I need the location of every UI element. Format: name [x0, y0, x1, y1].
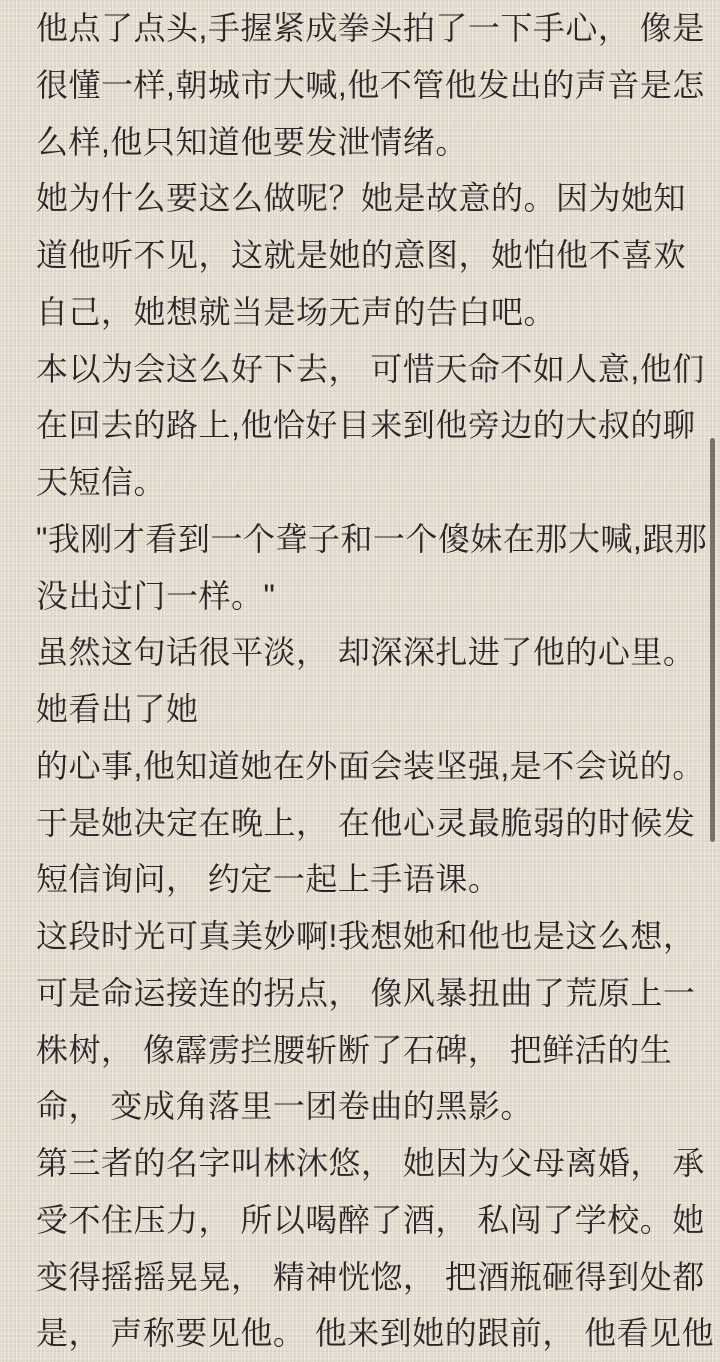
text-line: 没出过门一样。"	[36, 577, 276, 614]
text-line: 她看出了她	[36, 691, 199, 727]
text-line: 于是她决定在晚上， 在他心灵最脆弱的时候发	[36, 804, 696, 841]
text-line: 道他听不见，这就是她的意图，她怕他不喜欢	[36, 237, 687, 273]
text-line: 的心事,他知道她在外面会装坚强,是不会说的。	[36, 747, 705, 784]
text-line: 他点了点头,手握紧成拳头拍了一下手心， 像是	[36, 10, 705, 46]
text-line: 第三者的名字叫林沐悠， 她因为父母离婚， 承	[36, 1145, 705, 1181]
text-line: 自己，她想就当是场无声的告白吧。	[36, 293, 557, 330]
text-line: 命， 变成角落里一团卷曲的黑影。	[36, 1088, 533, 1125]
text-line: 么样,他只知道他要发泄情绪。	[36, 123, 468, 160]
text-line: 可是命运接连的拐点， 像风暴扭曲了荒原上一	[36, 974, 696, 1011]
story-text	[36, 0, 715, 1362]
text-line: 很懂一样,朝城市大喊,他不管他发出的声音是怎	[36, 66, 705, 103]
text-line: 她为什么要这么做呢？她是故意的。因为她知	[36, 180, 687, 217]
text-line: 受不住压力， 所以喝醉了酒， 私闯了学校。她	[36, 1201, 705, 1238]
text-line: 是， 声称要见他。 他来到她的跟前， 他看见他	[36, 1315, 715, 1352]
text-line: 株树， 像霹雳拦腰斩断了石碑， 把鲜活的生	[36, 1031, 673, 1068]
text-line: "我刚才看到一个聋子和一个傻妹在那大喊,跟那	[36, 520, 708, 557]
text-line: 天短信。	[36, 464, 167, 500]
text-line: 短信询问， 约定一起上手语课。	[36, 861, 501, 898]
text-line: 虽然这句话很平淡， 却深深扎进了他的心里。	[36, 634, 696, 671]
text-line: 本以为会这么好下去， 可惜天命不如人意,他们	[36, 350, 705, 387]
text-line: 在回去的路上,他恰好目来到他旁边的大叔的聊	[36, 407, 696, 444]
text-line: 这段时光可真美妙啊!我想她和他也是这么想，	[36, 918, 696, 954]
text-line: 变得摇摇晃晃， 精神恍惚， 把酒瓶砸得到处都	[36, 1258, 705, 1295]
scrollbar-thumb[interactable]	[710, 438, 715, 842]
